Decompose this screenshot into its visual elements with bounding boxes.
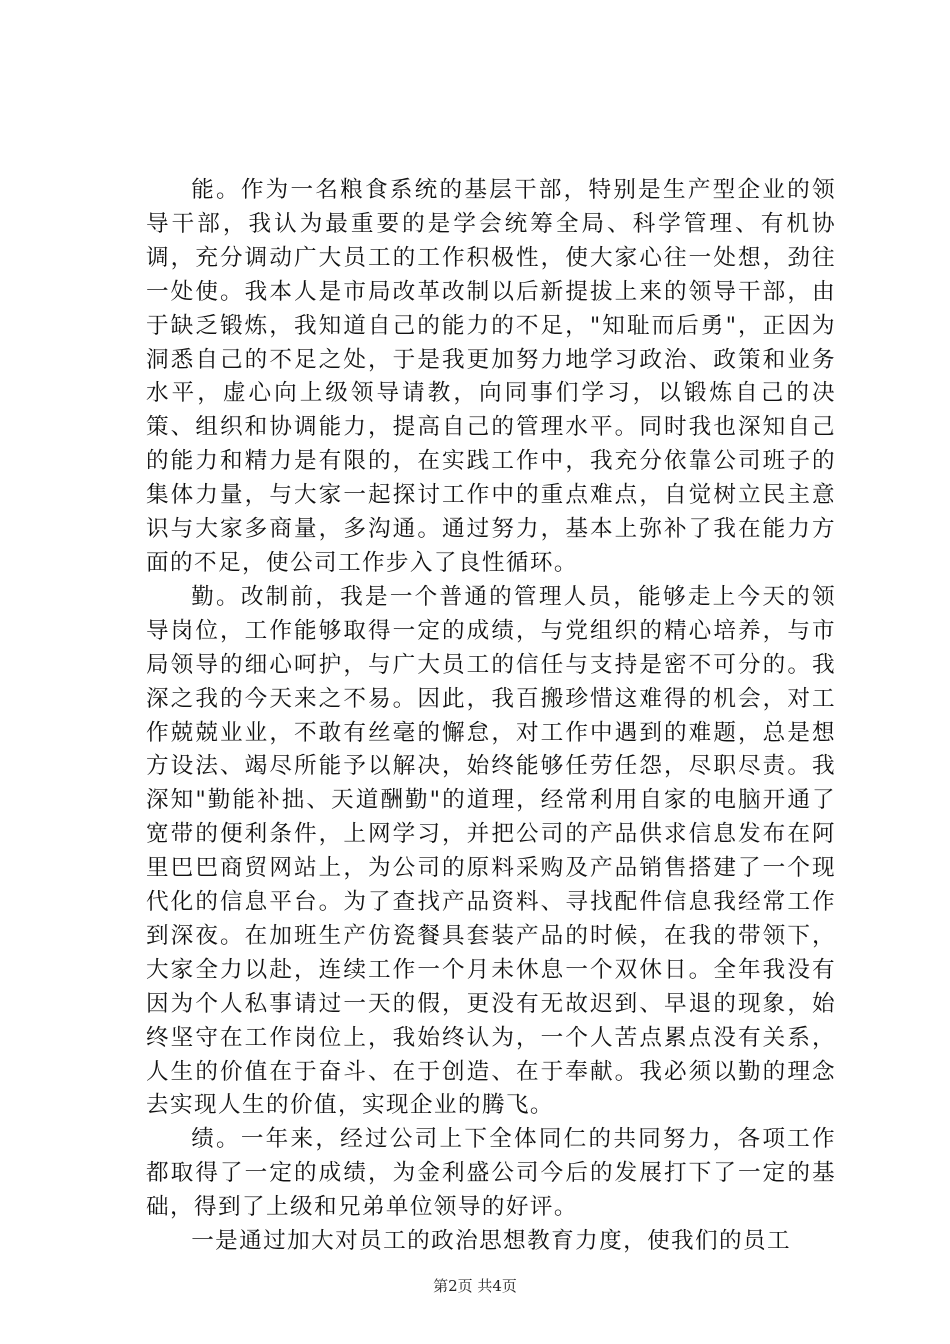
paragraph-achievement: 绩。一年来，经过公司上下全体同仁的共同努力，各项工作都取得了一定的成绩，为金利盛公司今后的发展打下了一定的基础，得到了上级和兄弟单位领导的好评。 xyxy=(146,1126,836,1221)
paragraph-diligence: 勤。改制前，我是一个普通的管理人员，能够走上今天的领导岗位，工作能够取得一定的成绩，与党组织的精心培养，与市局领导的细心呵护，与广大员工的信任与支持是密不可分的。我深之我的今天来之不易。因此，我百搬珍惜这难得的机会，对工作兢兢业业，不敢有丝毫的懈怠，对工作中遇到的难题，总是想方设法、竭尽所能予以解决，始终能够任劳任怨，尽职尽责。我深知"勤能补拙、天道酬勤"的道理，经常利用自家的电脑开通了宽带的便利条件，上网学习，并把公司的产品供求信息发布在阿里巴巴商贸网站上，为公司的原料采购及产品销售搭建了一个现代化的信息平台。为了查找产品资料、寻找配件信息我经常工作到深夜。在加班生产仿瓷餐具套装产品的时候，在我的带领下，大家全力以赴，连续工作一个月未休息一个双休日。全年我没有因为个人私事请过一天的假，更没有无故迟到、早退的现象，始终坚守在工作岗位上，我始终认为，一个人苦点累点没有关系，人生的价值在于奋斗、在于创造、在于奉献。我必须以勤的理念去实现人生的价值，实现企业的腾飞。 xyxy=(146,583,836,1119)
paragraph-first-point: 一是通过加大对员工的政治思想教育力度，使我们的员工 xyxy=(191,1228,792,1255)
paragraph-ability: 能。作为一名粮食系统的基层干部，特别是生产型企业的领导干部，我认为最重要的是学会统筹全局、科学管理、有机协调，充分调动广大员工的工作积极性，使大家心往一处想，劲往一处使。我本人是市局改革改制以后新提拔上来的领导干部，由于缺乏锻炼，我知道自己的能力的不足，"知耻而后勇"，正因为洞悉自己的不足之处，于是我更加努力地学习政治、政策和业务水平，虚心向上级领导请教，向同事们学习，以锻炼自己的决策、组织和协调能力，提高自己的管理水平。同时我也深知自己的能力和精力是有限的，在实践工作中，我充分依靠公司班子的集体力量，与大家一起探讨工作中的重点难点，自觉树立民主意识与大家多商量，多沟通。通过努力，基本上弥补了我在能力方面的不足，使公司工作步入了良性循环。 xyxy=(146,177,836,576)
page-number-label: 第2页 共4页 xyxy=(433,1277,517,1295)
document-body xyxy=(146,174,836,1259)
page-footer xyxy=(0,1276,950,1296)
